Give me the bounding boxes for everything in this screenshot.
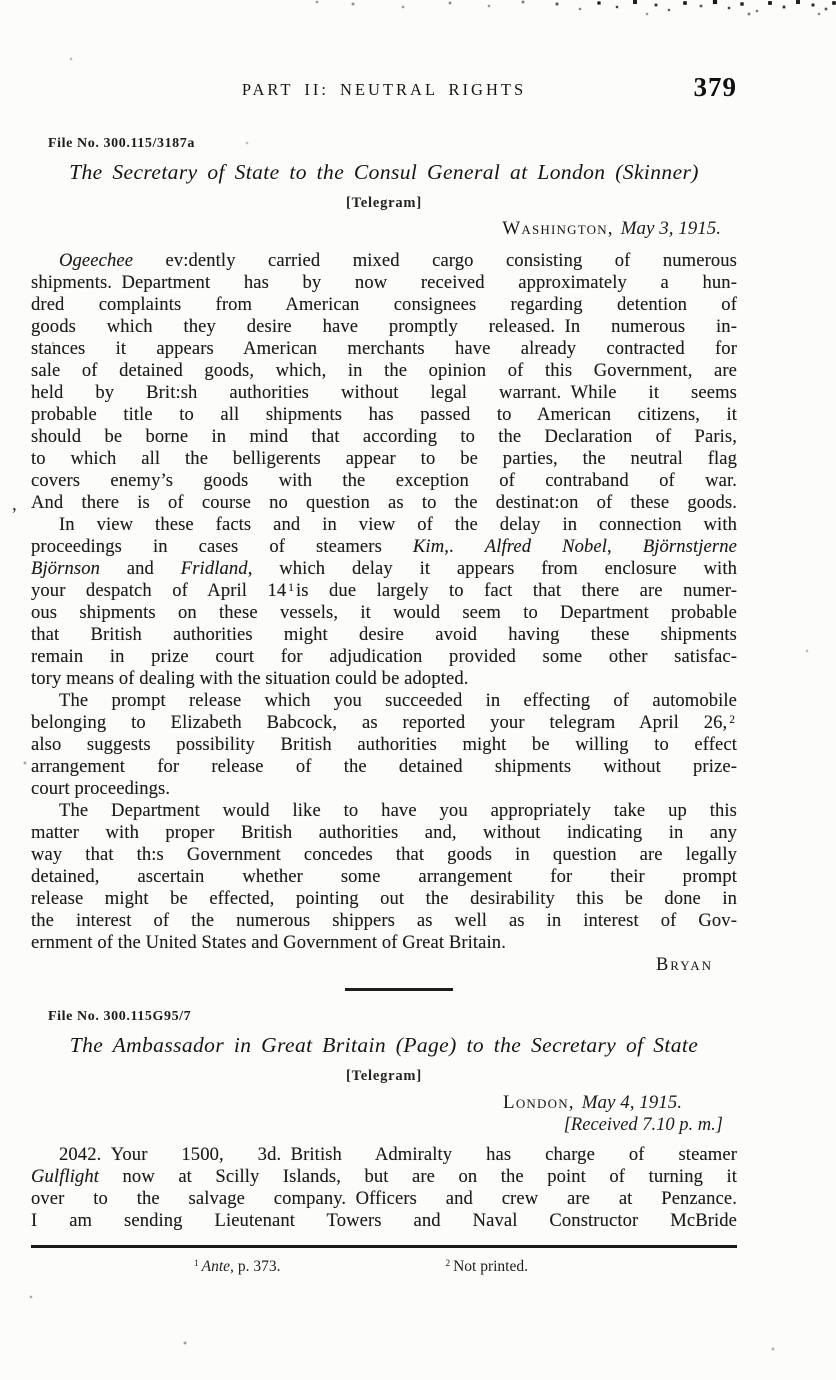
- paragraph: [31, 800, 737, 954]
- text-segment: to which all the belligerents appear to be parties, the neutral flag: [31, 448, 737, 469]
- paragraph: [31, 250, 737, 514]
- text-segment: also suggests possibility British authorities might be willing to effect: [31, 734, 737, 755]
- footnote-2-marker: 2: [445, 1259, 451, 1270]
- text-line: [31, 470, 737, 492]
- paragraph: [31, 514, 737, 690]
- text-segment: now at Scilly Islands, but are on the point of turning it: [99, 1166, 737, 1187]
- text-line: [31, 734, 737, 756]
- text-line: [31, 756, 737, 778]
- text-segment: ous shipments on these vessels, it would seem to Department probable: [31, 602, 737, 623]
- text-segment: ,: [607, 536, 643, 557]
- text-line: [31, 888, 737, 910]
- text-line: [31, 426, 737, 448]
- text-line: [31, 624, 737, 646]
- text-line: [31, 1188, 737, 1210]
- text-segment: I am sending Lieutenant Towers and Naval Constructor McBride: [31, 1210, 737, 1231]
- text-segment: The Department would like to have you appropriately take up this: [59, 800, 737, 821]
- text-segment: Björnson: [31, 558, 100, 579]
- dateline-1-date: May 3, 1915.: [620, 218, 721, 239]
- text-segment: ernment of the United States and Government of Great Britain.: [31, 932, 506, 953]
- text-line: [31, 250, 737, 272]
- text-segment: dred complaints from American consignees regarding detention of: [31, 294, 737, 315]
- telegram-label-1: [Telegram]: [346, 195, 422, 211]
- text-segment: Gulflight: [31, 1166, 100, 1187]
- text-segment: and: [99, 558, 181, 579]
- text-line: [31, 294, 737, 316]
- footnote-1-marker: 1: [194, 1259, 199, 1270]
- text-line: [31, 536, 737, 558]
- text-segment: In view these facts and in view of the delay in connection with: [59, 514, 737, 535]
- text-line: [31, 800, 737, 822]
- text-segment: goods which they desire have promptly released. In numerous in-: [31, 316, 737, 337]
- text-segment: Kim: [412, 536, 445, 557]
- paragraph: [31, 690, 737, 800]
- text-line: [31, 932, 737, 954]
- footnote-rule: [31, 1245, 737, 1248]
- dateline-2-place: London,: [503, 1092, 575, 1113]
- text-line: [31, 492, 737, 514]
- document-1-body: [31, 250, 737, 954]
- text-segment: probable title to all shipments has passed to American citizens, it: [31, 404, 737, 425]
- page-header-title: PART II: NEUTRAL RIGHTS: [241, 80, 527, 99]
- text-line: [31, 690, 737, 712]
- text-segment: And there is of course no question as to the destinat:on of these goods.: [31, 492, 737, 513]
- text-line: [31, 382, 737, 404]
- text-line: [31, 910, 737, 932]
- text-line: [31, 712, 737, 734]
- file-number-2: File No. 300.115G95/7: [48, 1009, 192, 1024]
- text-segment: arrangement for release of the detained shipments without prize-: [31, 756, 737, 777]
- text-line: [31, 778, 737, 800]
- text-segment: The prompt release which you succeeded in effecting of automobile: [59, 690, 737, 711]
- text-line: [31, 272, 737, 294]
- text-line: [31, 822, 737, 844]
- text-line: [31, 602, 737, 624]
- file-number-1: File No. 300.115/3187a: [48, 136, 195, 151]
- text-segment: Ogeechee: [59, 250, 134, 271]
- footnote-1: [194, 1257, 280, 1276]
- signature-name: Bryan: [655, 955, 713, 975]
- text-segment: , which delay it appears from enclosure with: [247, 558, 737, 579]
- text-segment: remain in prize court for adjudication provided some other satisfac-: [31, 646, 737, 667]
- footnote-2: [445, 1257, 528, 1276]
- paragraph: [31, 1144, 737, 1232]
- text-line: [31, 844, 737, 866]
- text-segment: sale of detained goods, which, in the opinion of this Government, are: [31, 360, 737, 381]
- text-segment: should be borne in mind that according to the Declaration of Paris,: [31, 426, 737, 447]
- text-segment: shipments. Department has by now received approximately a hun-: [31, 272, 737, 293]
- text-segment: proceedings in cases of steamers: [31, 536, 413, 557]
- text-segment: belonging to Elizabeth Babcock, as reported your telegram April 26,: [31, 712, 728, 733]
- text-segment: court proceedings.: [31, 778, 171, 799]
- text-segment: Not printed.: [453, 1257, 528, 1275]
- text-segment: Alfred Nobel: [484, 536, 608, 557]
- text-line: [31, 514, 737, 536]
- page-number: 379: [693, 72, 737, 102]
- document-2-body: [31, 1144, 737, 1232]
- text-block: [31, 0, 737, 1276]
- text-segment: stances it appears American merchants have already contracted for: [31, 338, 737, 359]
- text-line: [31, 668, 737, 690]
- received-text: [Received 7.10 p. m.]: [563, 1115, 723, 1135]
- document-2: [31, 1007, 737, 1232]
- text-segment: over to the salvage company. Officers and crew are at Penzance.: [31, 1188, 737, 1209]
- text-line: [31, 558, 737, 580]
- text-line: [31, 316, 737, 338]
- scan-speckles: [0, 0, 2, 2]
- stray-mark: ,: [12, 494, 17, 515]
- text-line: [31, 866, 737, 888]
- dateline-1: [31, 217, 737, 240]
- text-segment: held by Brit:sh authorities without legal warrant. While it seems: [31, 382, 737, 403]
- telegram-label-2: [Telegram]: [346, 1068, 422, 1084]
- text-segment: tory means of dealing with the situation could be adopted.: [31, 668, 469, 689]
- document-1-heading: The Secretary of State to the Consul General at London (Skinner): [69, 160, 699, 184]
- text-segment: way that th:s Government concedes that goods in question are legally: [31, 844, 737, 865]
- dateline-1-place: Washington,: [502, 218, 614, 239]
- document-1: [31, 134, 737, 976]
- text-line: [31, 1210, 737, 1232]
- text-line: [31, 404, 737, 426]
- dateline-2: [31, 1091, 737, 1114]
- document-2-heading: The Ambassador in Great Britain (Page) to the Secretary of State: [69, 1033, 699, 1057]
- signature-bryan: [31, 954, 737, 976]
- text-line: [31, 580, 737, 602]
- text-line: [31, 1144, 737, 1166]
- footnotes: [31, 1257, 737, 1276]
- text-segment: Ante,: [201, 1257, 234, 1275]
- footnote-1-text: [202, 1258, 281, 1275]
- text-segment: your despatch of April 14: [31, 580, 287, 601]
- footnote-reference: 1: [288, 581, 294, 594]
- text-segment: Fridland: [180, 558, 248, 579]
- text-line: [31, 448, 737, 470]
- footnote-reference: 2: [729, 713, 735, 726]
- section-divider: [345, 988, 453, 991]
- text-segment: ev:dently carried mixed cargo consisting of numerous: [133, 250, 737, 271]
- text-segment: matter with proper British authorities and, without indicating in any: [31, 822, 737, 843]
- text-segment: the interest of the numerous shippers as well as in interest of Gov-: [31, 910, 737, 931]
- text-line: [31, 338, 737, 360]
- text-line: [31, 360, 737, 382]
- text-segment: Björnstjerne: [642, 536, 737, 557]
- text-segment: covers enemy’s goods with the exception of contraband of war.: [31, 470, 737, 491]
- text-segment: 2042. Your 1500, 3d. British Admiralty has charge of steamer: [59, 1144, 737, 1165]
- text-line: [31, 646, 737, 668]
- text-segment: that British authorities might desire avoid having these shipments: [31, 624, 737, 645]
- text-segment: is due largely to fact that there are numer-: [295, 580, 737, 601]
- received-line: [31, 1114, 737, 1137]
- running-header: [31, 0, 737, 108]
- text-segment: ,.: [444, 536, 485, 557]
- text-line: [31, 1166, 737, 1188]
- text-segment: p. 373.: [233, 1257, 281, 1275]
- dateline-2-date: May 4, 1915.: [581, 1092, 682, 1113]
- footnote-2-text: [453, 1258, 528, 1275]
- text-segment: release might be effected, pointing out the desirability this be done in: [31, 888, 737, 909]
- text-segment: detained, ascertain whether some arrangement for their prompt: [31, 866, 737, 887]
